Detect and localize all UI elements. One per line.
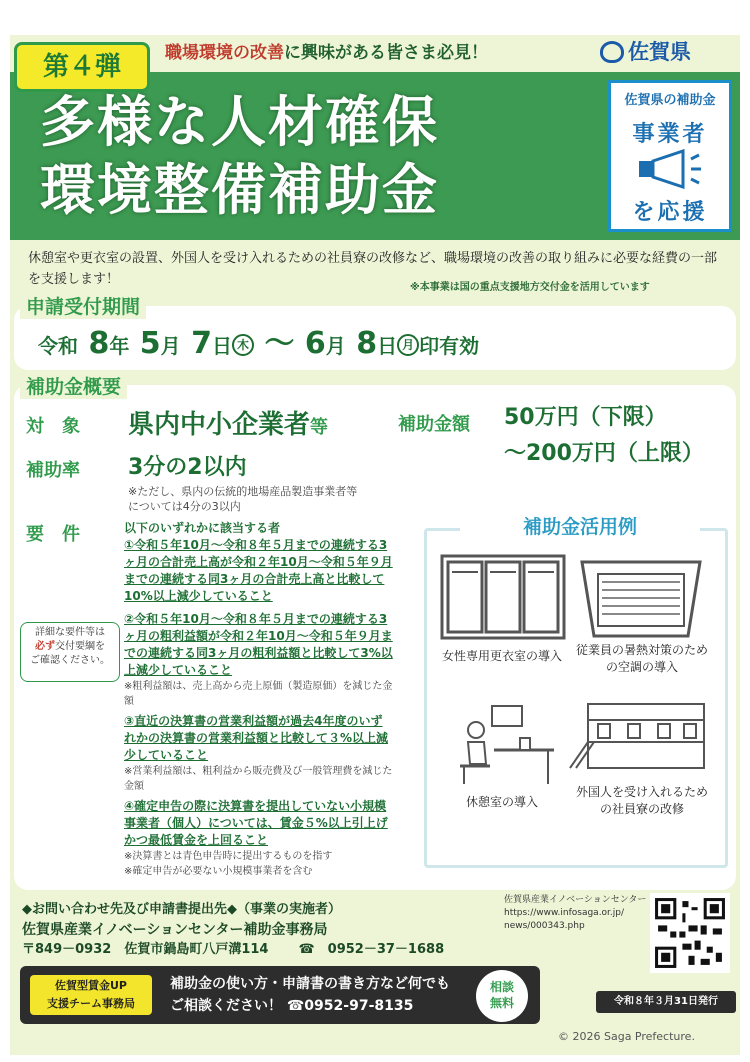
- air-conditioner-icon: [576, 556, 706, 642]
- locker-icon: [438, 552, 568, 642]
- requirements-label: 要 件: [26, 524, 80, 545]
- rate-value: 3分の2以内: [128, 455, 247, 480]
- period-label: 申請受付期間: [20, 292, 146, 319]
- application-period: 令和 8年 5月 7日 木 〜 6月 8日 月 印有効: [38, 326, 480, 361]
- support-team-tag: 佐賀型賃金UP 支援チーム事務局: [30, 975, 152, 1015]
- examples-title: 補助金活用例: [460, 512, 700, 539]
- issue-badge: 第４弾: [14, 42, 150, 92]
- example-caption-4: 外国人を受け入れるための社員寮の改修: [575, 785, 708, 816]
- amount-min: 50万円（下限）: [504, 405, 667, 430]
- requirements-list: 以下のいずれかに該当する者 ①令和５年10月～令和８年５月までの連続する3ヶ月の合計売上高が令和２年10月～令和５年９月までの連続する同3ヶ月の合計売上高と比較して10%以上減少していること ②令和５年10月～令和８年５月までの連続する3ヶ月の粗利益額が令和２年10月～令和５年９月までの連続する同3ヶ月の粗利益額と比較して3%以上減少していること ※粗利益額は、売上高から売上原価（製造原価）を減じた金額 ③直近の決算書の営業利益額が過去4年度のいずれかの決算書の営業利益額と比較して３%以上減少していること ※営業利益額は、粗利益から販売費及び一般管理費を減じた金額 ④確定申告の際に決算書を提出していない小規模事業者（個人）については、賃金５%以上引上げかつ最低賃金を上回ること ※決算書とは青色申告時に提出するものを指す ※確定申告が必要ない小規模事業者を含む: [124, 521, 393, 877]
- requirement-1: ①令和５年10月～令和８年５月までの連続する3ヶ月の合計売上高が令和２年10月～令和５年９月までの連続する同3ヶ月の合計売上高と比較して10%以上減少していること: [124, 538, 393, 603]
- rate-note: ※ただし、県内の伝統的地場産品製造事業者等 については4分の3以内: [128, 485, 358, 513]
- intro-note: ※本事業は国の重点支援地方交付金を活用しています: [410, 282, 650, 293]
- amount-label: 補助金額: [398, 414, 470, 435]
- intro-text: 休憩室や更衣室の設置、外国人を受け入れるための社員寮の改修など、職場環境の改善の取り組みに必要な経費の一部を支援します！: [28, 251, 718, 287]
- guideline-note: 詳細な要件等は 必ず交付要綱を ご確認ください。: [20, 622, 120, 682]
- target-value: 県内中小企業者等: [128, 410, 329, 440]
- page-title: 多様な人材確保 環境整備補助金: [40, 90, 440, 222]
- free-consult-badge: 相談 無料: [476, 970, 528, 1022]
- break-room-icon: [450, 704, 560, 786]
- tagline: 職場環境の改善に興味がある皆さま必見！: [145, 36, 565, 70]
- requirement-3: ③直近の決算書の営業利益額が過去4年度のいずれかの決算書の営業利益額と比較して３%以上減少していること: [124, 714, 389, 762]
- qr-code-icon[interactable]: [650, 893, 730, 973]
- saga-logo: 佐賀県: [600, 36, 691, 66]
- rate-label: 補助率: [26, 460, 80, 481]
- dormitory-icon: [568, 700, 708, 772]
- contact-info: ◆お問い合わせ先及び申請書提出先◆（事業の実施者） 佐賀県産業イノベーションセンター補助金事務局 〒849－0932 佐賀市鍋島町八戸溝114 ☎ 0952－37－1688: [22, 900, 444, 960]
- example-caption-1: 女性専用更衣室の導入: [441, 649, 562, 663]
- support-bar-text: 補助金の使い方・申請書の書き方など何でも ご相談ください！ ☎0952-97-8135: [170, 976, 450, 1014]
- overview-label: 補助金概要: [20, 372, 127, 399]
- issue-date: 令和８年３月31日発行: [596, 991, 736, 1013]
- example-caption-3: 休憩室の導入: [465, 795, 538, 809]
- website-url[interactable]: 佐賀県産業イノベーションセンター https://www.infosaga.or.jp/ news/000343.php: [504, 895, 647, 931]
- amount-max: 〜200万円（上限）: [504, 441, 704, 466]
- subsidy-badge: 佐賀県の補助金 事業者 を応援: [608, 80, 732, 232]
- saga-emblem-icon: [600, 41, 624, 63]
- example-caption-2: 従業員の暑熱対策のための空調の導入: [575, 643, 708, 674]
- contact-address: 〒849－0932 佐賀市鍋島町八戸溝114 ☎ 0952－37－1688: [22, 942, 445, 957]
- requirement-2: ②令和５年10月～令和８年５月までの連続する3ヶ月の粗利益額が令和２年10月～令和５年９月までの連続する同3ヶ月の粗利益額と比較して3%以上減少していること: [124, 612, 393, 677]
- requirement-4: ④確定申告の際に決算書を提出していない小規模事業者（個人）については、賃金５%以上引上げかつ最低賃金を上回ること: [124, 799, 388, 847]
- target-label: 対 象: [26, 416, 80, 437]
- megaphone-icon: [637, 149, 707, 189]
- copyright: © 2026 Saga Prefecture.: [558, 1030, 695, 1043]
